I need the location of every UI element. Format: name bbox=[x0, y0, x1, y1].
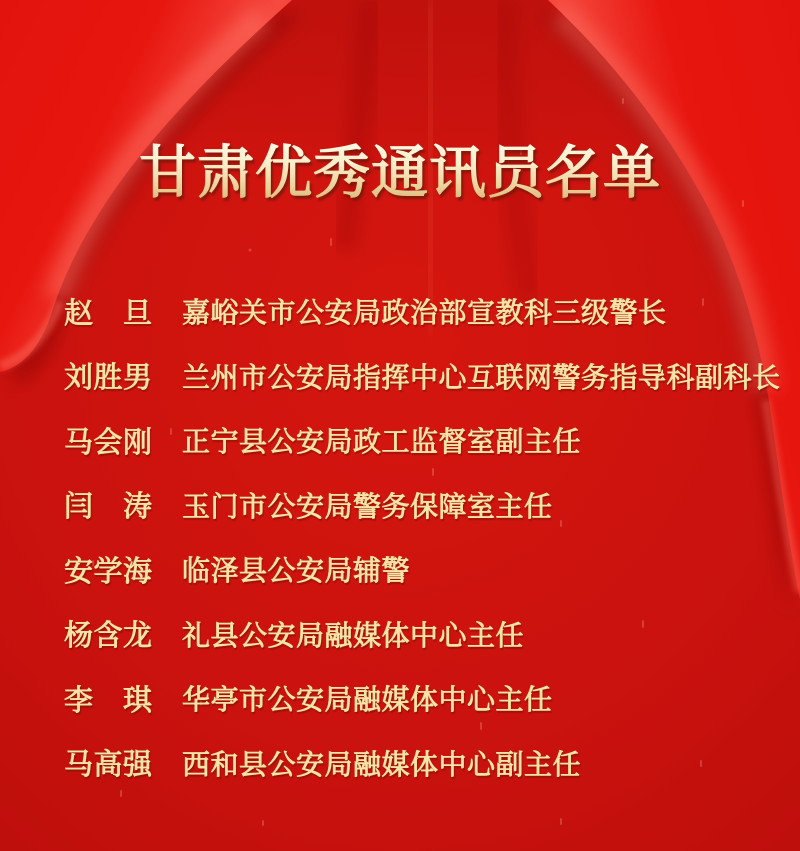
recipient-title: 正宁县公安局政工监督室副主任 bbox=[182, 427, 582, 459]
recipient-title: 兰州市公安局指挥中心互联网警务指导科副科长 bbox=[182, 362, 781, 394]
list-item bbox=[64, 344, 780, 409]
winners-list bbox=[64, 279, 780, 795]
recipient-name: 马 高 强 bbox=[64, 749, 152, 782]
recipient-name: 闫 涛 bbox=[64, 491, 152, 524]
list-item bbox=[64, 731, 780, 796]
recipient-title: 嘉峪关市公安局政治部宣教科三级警长 bbox=[182, 298, 667, 330]
recipient-name: 赵 旦 bbox=[64, 297, 152, 330]
recipient-name: 李 琪 bbox=[64, 684, 152, 717]
page-title: 甘肃优秀通讯员名单 bbox=[0, 138, 800, 209]
recipient-name: 安 学 海 bbox=[64, 555, 152, 588]
list-item bbox=[64, 408, 780, 473]
recipient-name: 马 会 刚 bbox=[64, 426, 152, 459]
list-item bbox=[64, 666, 780, 731]
list-item bbox=[64, 279, 780, 344]
recipient-title: 礼县公安局融媒体中心主任 bbox=[182, 620, 525, 652]
list-item bbox=[64, 473, 780, 538]
list-item bbox=[64, 602, 780, 667]
recipient-name: 刘 胜 男 bbox=[64, 362, 152, 395]
recipient-title: 临泽县公安局辅警 bbox=[182, 556, 411, 588]
recipient-title: 西和县公安局融媒体中心副主任 bbox=[182, 749, 582, 781]
list-item bbox=[64, 537, 780, 602]
recipient-name: 杨 含 龙 bbox=[64, 620, 152, 653]
recipient-title: 华亭市公安局融媒体中心主任 bbox=[182, 685, 553, 717]
recipient-title: 玉门市公安局警务保障室主任 bbox=[182, 491, 553, 523]
